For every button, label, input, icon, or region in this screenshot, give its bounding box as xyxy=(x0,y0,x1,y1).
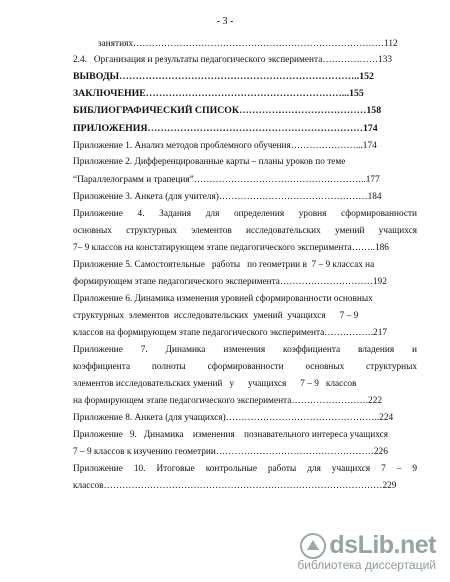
toc-line: занятиях………………………………………………………………………112 xyxy=(98,39,398,49)
toc-line: формирующем этапе педагогического эксперимента…………………………192 xyxy=(73,277,387,287)
toc-line: “Параллелограмм и трапеция”………………………………………………..177 xyxy=(73,175,380,185)
toc-line: классов………………………………………………………………………………229 xyxy=(73,481,397,491)
toc-line: 2.4. Организация и результаты педагогического эксперимента………………133 xyxy=(73,55,393,65)
dslib-watermark xyxy=(297,531,436,572)
toc-line: Приложение 1. Анализ методов проблемного обучения…………………...174 xyxy=(73,141,377,151)
toc-line: на формирующем этапе педагогического эксперимента…………………….222 xyxy=(73,396,382,406)
toc-line: ПРИЛОЖЕНИЯ…………………………………………………………174 xyxy=(73,123,378,134)
toc-line: Приложение 10. Итоговые контрольные работы для учащихся 7 – 9 xyxy=(73,464,417,474)
dslib-brand-subtitle: библиотека диссертаций xyxy=(297,558,436,572)
toc-line: Приложение 9. Динамика изменения познавательного интереса учащихся xyxy=(73,430,389,440)
toc-line: 7– 9 классов на констатирующем этапе педагогического эксперимента……..186 xyxy=(73,243,389,253)
page-number: - 3 - xyxy=(216,16,234,27)
toc-line: элементов исследовательских умений у учащихся 7 – 9 классов xyxy=(73,379,357,389)
toc-line: Приложение 6. Динамика изменения уровней сформированности основных xyxy=(73,294,373,304)
toc-line: основных структурных элементов исследовательских умений учащихся xyxy=(73,226,417,236)
toc-line: Приложение 5. Самостоятельные работы по геометрии в 7 – 9 классах на xyxy=(73,260,375,270)
toc-line: 7 – 9 классов к изучению геометрии……………………………………………226 xyxy=(73,447,388,457)
dslib-brand-name: dsLib.net xyxy=(329,531,436,559)
toc-line: структурных элементов исследовательских умений учащихся 7 – 9 xyxy=(73,311,359,321)
toc-line: ЗАКЛЮЧЕНИЕ……………………………………………………...155 xyxy=(73,88,364,99)
toc-line: Приложение 8. Анкета (для учащихся)…………………………………………..224 xyxy=(73,413,394,423)
toc-line: классов на формирующем этапе педагогического эксперимента…………….217 xyxy=(73,328,388,338)
toc-line: Приложение 2. Дифференцированные карты – планы уроков по теме xyxy=(73,157,346,167)
toc-line: Приложение 4. Задания для определения уровня сформированности xyxy=(73,209,417,219)
toc-line: Приложение 3. Анкета (для учителя)…………………………………………184 xyxy=(73,192,382,202)
toc-line: коэффициента полноты сформированности основных структурных xyxy=(73,362,417,372)
dslib-logo-icon xyxy=(299,532,327,560)
toc-line: ВЫВОДЫ………………………………………………………………..152 xyxy=(73,71,374,82)
toc-line: Приложение 7. Динамика изменения коэффициента владения и xyxy=(73,345,417,355)
toc-line: БИБЛИОГРАФИЧЕСКИЙ СПИСОК…………………………………158 xyxy=(73,105,382,116)
